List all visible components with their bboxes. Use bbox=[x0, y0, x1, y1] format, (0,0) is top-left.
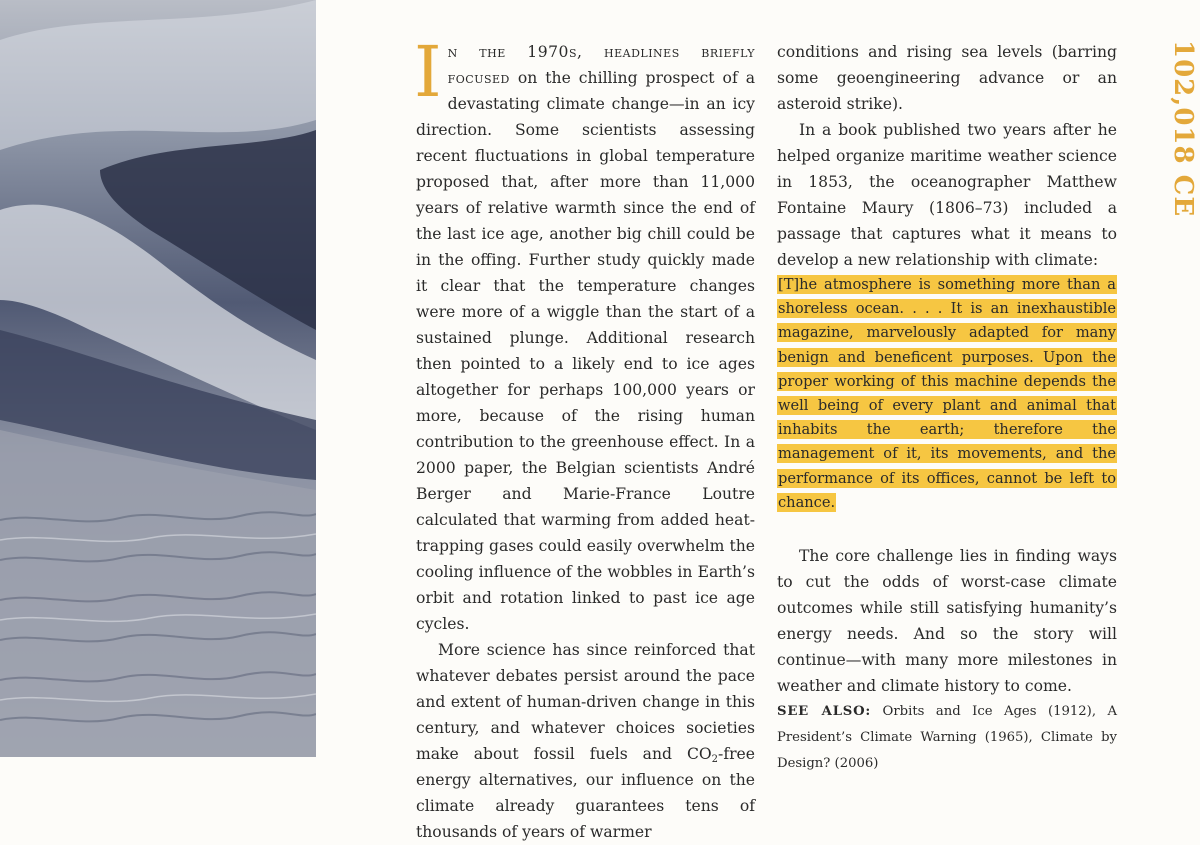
aerial-clouds-ocean-photo bbox=[0, 0, 316, 757]
paragraph-continued: conditions and rising sea levels (barring some geoengineering advance or an asteroid strike). bbox=[777, 43, 1117, 113]
paragraph-2 bbox=[416, 637, 755, 845]
highlighted-quote[interactable]: [T]he atmosphere is something more than a shoreless ocean. . . . It is an inexhaustible magazine, marvelously adapted for many benign and beneficent purposes. Upon the proper working of this machine depends the well being of every plant and animal that inhabits the earth; therefore the management of it, its movements, and the performance of its offices, cannot be left to chance. bbox=[778, 276, 1116, 511]
paragraph-maury: In a book published two years after he helped organize maritime weather science in 1853, the oceanographer Matthew Fontaine Maury (1806–73) included a passage that captures what it means to develop a new relationship with climate: bbox=[777, 121, 1117, 269]
see-also-text: Orbits and Ice Ages (1912), A President’s Climate Warning (1965), Climate by Design? (2006) bbox=[777, 704, 1117, 772]
drop-cap: I bbox=[414, 31, 442, 113]
block-quote bbox=[777, 273, 1117, 515]
paragraph-1 bbox=[414, 31, 755, 637]
lead-in: n the 1970s, headlines briefly focused bbox=[447, 43, 755, 87]
right-text-column bbox=[777, 39, 1117, 777]
see-also-label: SEE ALSO: bbox=[777, 704, 872, 720]
co2-subscript: 2 bbox=[711, 754, 719, 765]
year-label: 102,018 CE bbox=[1168, 40, 1198, 218]
paragraph-1-text: on the chilling prospect of a devastating climate change—in an icy direction. Some scientists assessing recent fluctuations in global temperature proposed that, after more than 11,000 years of relative warmth since the end of the last ice age, another big chill could be in the offing. Further study quickly made it clear that the temperature changes were more of a wiggle than the start of a sustained plunge. Additional research then pointed to a likely end to ice ages altogether for perhaps 100,000 years or more, because of the rising human contribution to the greenhouse effect. In a 2000 paper, the Belgian scientists André Berger and Marie-France Loutre calculated that warming from added heat-trapping gases could easily overwhelm the cooling influence of the wobbles in Earth’s orbit and rotation linked to past ice age cycles. bbox=[416, 69, 755, 633]
paragraph-2-after: -free energy alternatives, our influence on the climate already guarantees tens of thousands of years of warmer bbox=[416, 745, 755, 841]
see-also bbox=[777, 699, 1117, 777]
paragraph-2-before: More science has since reinforced that whatever debates persist around the pace and extent of human-driven change in this century, and whatever choices societies make about fossil fuels and CO bbox=[416, 641, 755, 763]
paragraph-core-challenge: The core challenge lies in finding ways to cut the odds of worst-case climate outcomes while still satisfying humanity’s energy needs. And so the story will continue—with many more milestones in weather and climate history to come. bbox=[777, 547, 1117, 696]
left-text-column bbox=[414, 31, 755, 845]
